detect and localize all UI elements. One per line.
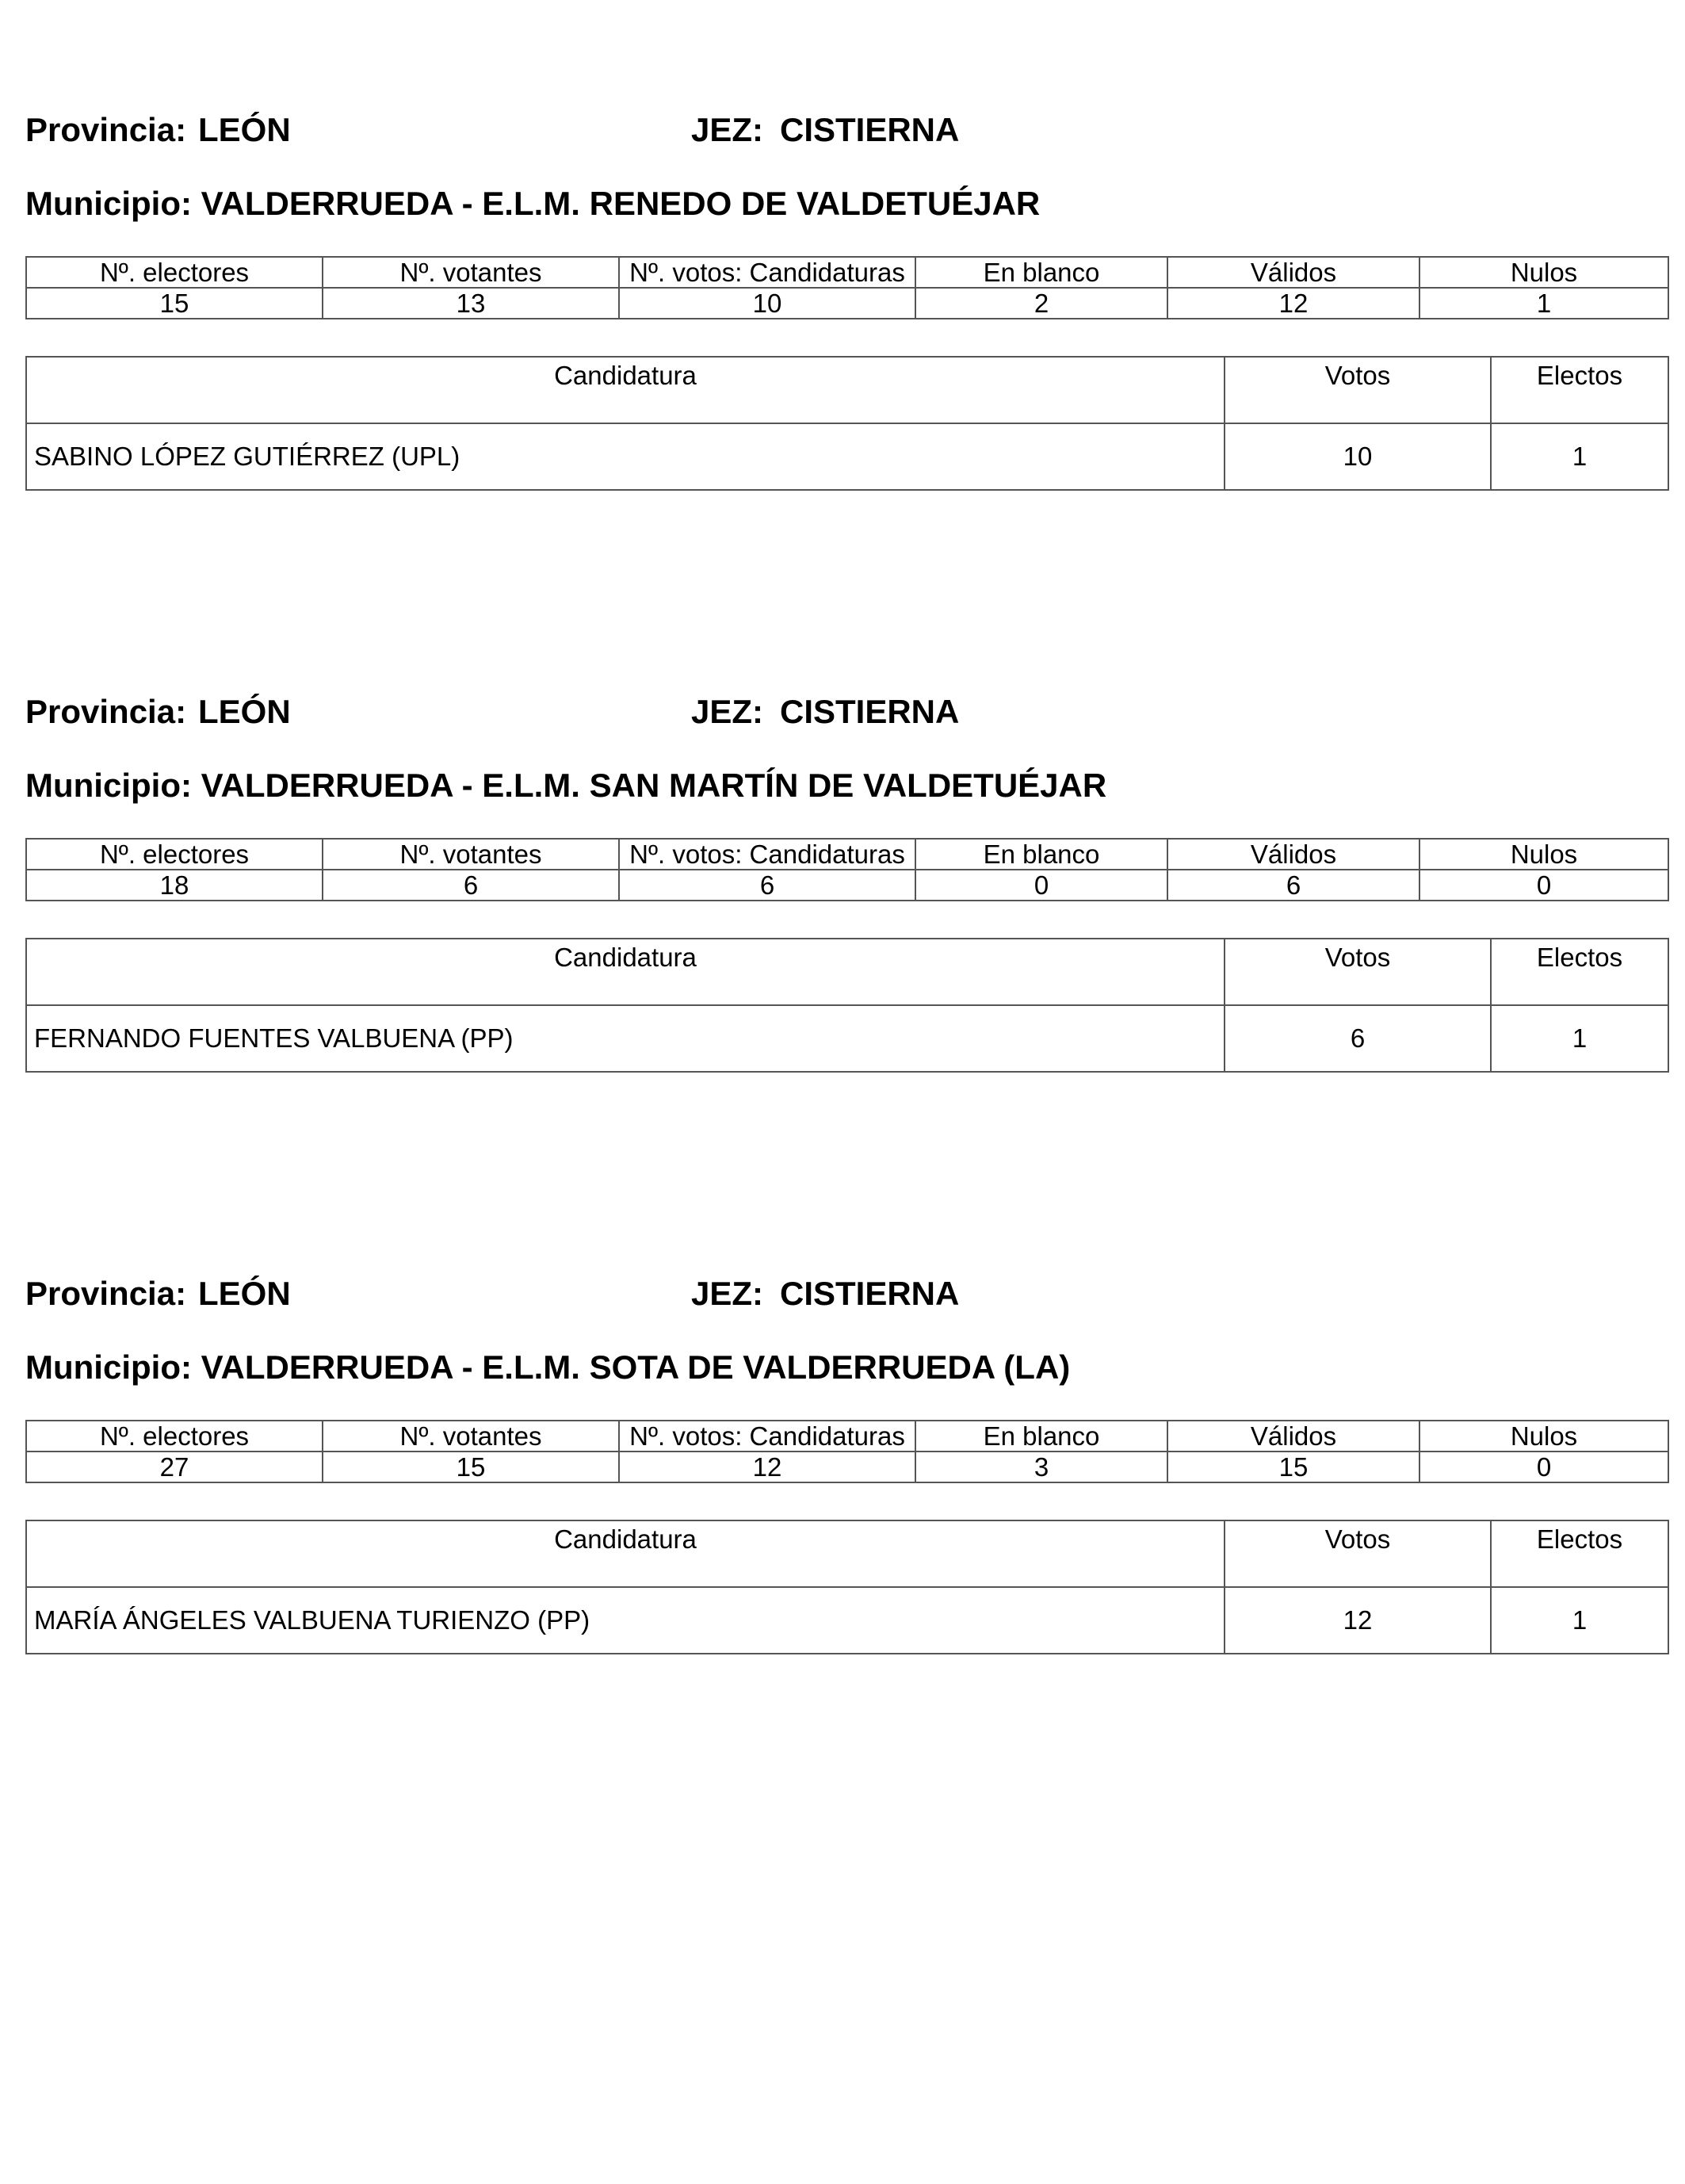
candidate-electos: 1 xyxy=(1491,423,1668,490)
stats-table xyxy=(25,1420,1669,1483)
provincia-label: Provincia: xyxy=(25,111,187,148)
table-row xyxy=(26,1005,1668,1072)
stats-header-cell: Válidos xyxy=(1167,1421,1419,1452)
stats-value-cell: 13 xyxy=(323,288,619,319)
candidates-table xyxy=(25,356,1669,491)
stats-value-cell: 15 xyxy=(1167,1452,1419,1482)
jez-value: CISTIERNA xyxy=(780,1275,960,1312)
stats-header-cell: En blanco xyxy=(915,839,1167,870)
stats-value-cell: 6 xyxy=(323,870,619,901)
jez-value: CISTIERNA xyxy=(780,693,960,730)
provincia-value: LEÓN xyxy=(198,111,291,148)
candidate-electos: 1 xyxy=(1491,1587,1668,1654)
cand-header-candidatura: Candidatura xyxy=(26,1520,1225,1587)
municipio-title: Municipio: VALDERRUEDA - E.L.M. SAN MARTÍN DE VALDETUÉJAR xyxy=(25,767,1107,804)
provincia-value: LEÓN xyxy=(198,693,291,730)
stats-header-cell: Nº. votantes xyxy=(323,1421,619,1452)
stats-header-cell: Nulos xyxy=(1419,257,1668,288)
municipio-title: Municipio: VALDERRUEDA - E.L.M. SOTA DE VALDERRUEDA (LA) xyxy=(25,1348,1071,1386)
jez-label: JEZ: xyxy=(691,111,764,148)
section-header xyxy=(25,111,1668,159)
section-header xyxy=(25,1275,1668,1322)
result-section xyxy=(25,111,1668,491)
jez-label: JEZ: xyxy=(691,693,764,730)
stats-value-cell: 0 xyxy=(1419,870,1668,901)
stats-header-cell: En blanco xyxy=(915,257,1167,288)
stats-value-cell: 0 xyxy=(915,870,1167,901)
stats-header-cell: Nulos xyxy=(1419,839,1668,870)
stats-value-cell: 3 xyxy=(915,1452,1167,1482)
candidate-votos: 10 xyxy=(1225,423,1491,490)
candidates-table xyxy=(25,1520,1669,1654)
candidate-name: SABINO LÓPEZ GUTIÉRREZ (UPL) xyxy=(26,423,1225,490)
jez-label: JEZ: xyxy=(691,1275,764,1312)
cand-header-candidatura: Candidatura xyxy=(26,357,1225,423)
provincia-label: Provincia: xyxy=(25,693,187,730)
stats-header-cell: Nº. electores xyxy=(26,1421,323,1452)
cand-header-votos: Votos xyxy=(1225,357,1491,423)
stats-value-cell: 0 xyxy=(1419,1452,1668,1482)
stats-header-cell: Nº. electores xyxy=(26,257,323,288)
stats-header-cell: Nº. votantes xyxy=(323,839,619,870)
candidate-name: FERNANDO FUENTES VALBUENA (PP) xyxy=(26,1005,1225,1072)
stats-header-cell: Nº. votantes xyxy=(323,257,619,288)
stats-header-cell: Nº. votos: Candidaturas xyxy=(619,839,915,870)
candidate-electos: 1 xyxy=(1491,1005,1668,1072)
cand-header-votos: Votos xyxy=(1225,1520,1491,1587)
result-section xyxy=(25,1275,1668,1654)
stats-value-cell: 15 xyxy=(26,288,323,319)
stats-value-cell: 12 xyxy=(619,1452,915,1482)
stats-table xyxy=(25,838,1669,901)
stats-header-cell: Nº. votos: Candidaturas xyxy=(619,257,915,288)
stats-header-cell: Nº. electores xyxy=(26,839,323,870)
provincia-label: Provincia: xyxy=(25,1275,187,1312)
cand-header-electos: Electos xyxy=(1491,939,1668,1005)
provincia-value: LEÓN xyxy=(198,1275,291,1312)
candidate-votos: 6 xyxy=(1225,1005,1491,1072)
stats-table xyxy=(25,256,1669,319)
section-header xyxy=(25,693,1668,740)
cand-header-electos: Electos xyxy=(1491,1520,1668,1587)
candidate-name: MARÍA ÁNGELES VALBUENA TURIENZO (PP) xyxy=(26,1587,1225,1654)
result-section xyxy=(25,693,1668,1073)
stats-value-cell: 12 xyxy=(1167,288,1419,319)
stats-header-cell: Válidos xyxy=(1167,839,1419,870)
candidate-votos: 12 xyxy=(1225,1587,1491,1654)
stats-header-cell: En blanco xyxy=(915,1421,1167,1452)
stats-value-cell: 10 xyxy=(619,288,915,319)
stats-header-cell: Nº. votos: Candidaturas xyxy=(619,1421,915,1452)
municipio-title: Municipio: VALDERRUEDA - E.L.M. RENEDO DE VALDETUÉJAR xyxy=(25,185,1041,222)
table-row xyxy=(26,423,1668,490)
stats-value-cell: 6 xyxy=(1167,870,1419,901)
stats-value-cell: 18 xyxy=(26,870,323,901)
stats-value-cell: 1 xyxy=(1419,288,1668,319)
stats-value-cell: 6 xyxy=(619,870,915,901)
stats-value-cell: 15 xyxy=(323,1452,619,1482)
stats-value-cell: 2 xyxy=(915,288,1167,319)
stats-value-cell: 27 xyxy=(26,1452,323,1482)
candidates-table xyxy=(25,938,1669,1073)
stats-header-cell: Válidos xyxy=(1167,257,1419,288)
cand-header-votos: Votos xyxy=(1225,939,1491,1005)
stats-header-cell: Nulos xyxy=(1419,1421,1668,1452)
cand-header-electos: Electos xyxy=(1491,357,1668,423)
jez-value: CISTIERNA xyxy=(780,111,960,148)
cand-header-candidatura: Candidatura xyxy=(26,939,1225,1005)
table-row xyxy=(26,1587,1668,1654)
